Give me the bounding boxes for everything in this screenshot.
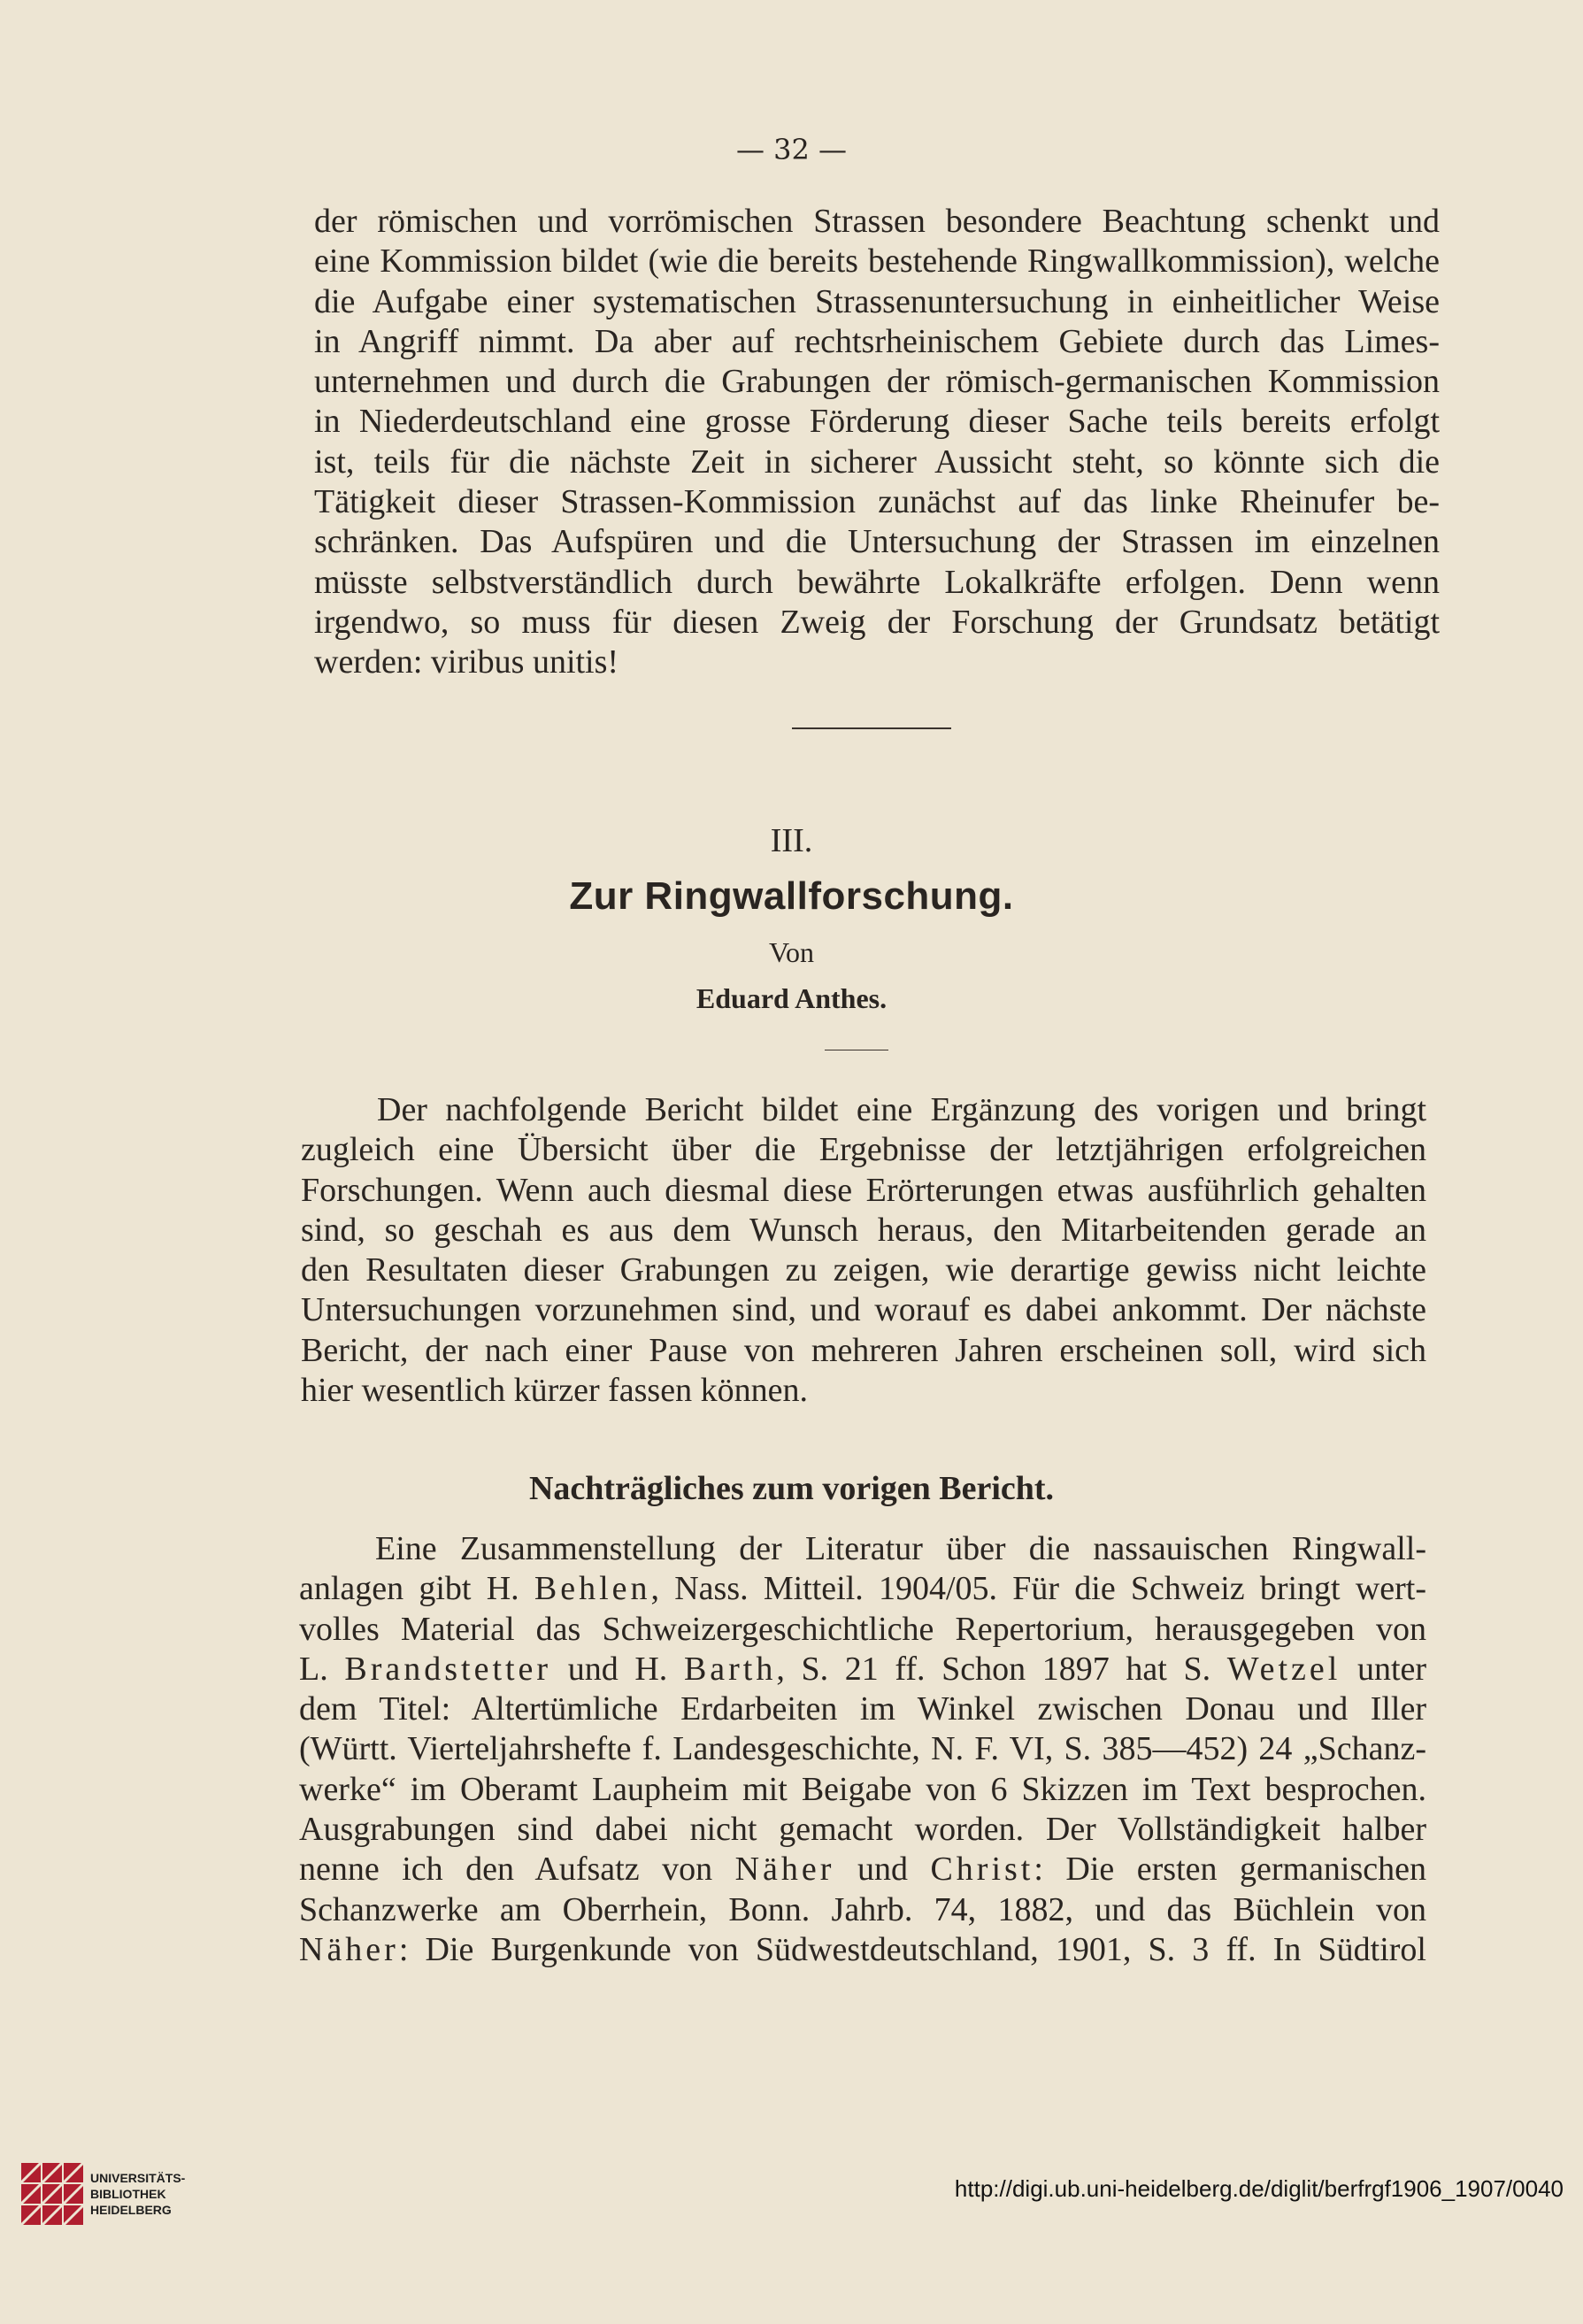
text-line: in Angriff nimmt. Da aber auf rechtsrheinischem Gebiete durch das Limes-: [314, 322, 1440, 360]
text-span: , Nass. Mitteil. 1904/05. Für die Schweiz bringt wert-: [650, 1570, 1427, 1608]
text-line: Schanzwerke am Oberrhein, Bonn. Jahrb. 74, 1882, und das Büchlein von: [299, 1890, 1426, 1928]
text-line: Ausgrabungen sind dabei nicht gemacht worden. Der Vollständigkeit halber: [299, 1811, 1426, 1849]
text-line: irgendwo, so muss für diesen Zweig der Forschung der Grundsatz betätigt: [314, 603, 1440, 641]
author-name: Behlen: [534, 1570, 651, 1608]
page-number: — 32 —: [735, 133, 848, 166]
text-span: nenne ich den Aufsatz von: [299, 1851, 713, 1889]
text-line: schränken. Das Aufspüren und die Untersuchung der Strassen im einzelnen: [314, 523, 1440, 561]
library-name-line: BIBLIOTHEK: [90, 2187, 166, 2201]
library-logo-icon: [18, 2159, 87, 2228]
author-name: Christ: [930, 1851, 1034, 1889]
text-line: (Württ. Vierteljahrshefte f. Landesgeschichte, N. F. VI, S. 385—452) 24 „Schanz-: [299, 1730, 1426, 1768]
byline-author: Eduard Anthes.: [695, 982, 888, 1014]
author-name: Brandstetter: [344, 1650, 552, 1688]
section-title: Zur Ringwallforschung.: [569, 874, 1014, 918]
text-line: dem Titel: Altertümliche Erdarbeiten im Winkel zwischen Donau und Iller: [299, 1690, 1426, 1728]
subheading: Nachträgliches zum vorigen Bericht.: [528, 1470, 1055, 1507]
text-span: und: [857, 1851, 908, 1889]
author-name: Barth: [683, 1650, 777, 1688]
section-numeral: III.: [770, 822, 813, 859]
text-line: in Niederdeutschland eine grosse Förderung dieser Sache teils bereits erfolgt: [314, 403, 1440, 441]
text-line: unternehmen und durch die Grabungen der römisch-germanischen Kommission: [314, 363, 1440, 401]
text-span: : Die ersten germanischen: [1034, 1851, 1427, 1889]
text-line: volles Material das Schweizergeschichtliche Repertorium, herausgegeben von: [299, 1610, 1426, 1648]
library-name: [90, 2170, 185, 2218]
author-name: Näher: [299, 1930, 399, 1968]
text-line: sind, so geschah es aus dem Wunsch heraus, den Mitarbeitenden gerade an: [301, 1211, 1426, 1249]
text-line: Bericht, der nach einer Pause von mehreren Jahren erscheinen soll, wird sich: [301, 1331, 1426, 1369]
text-line: [299, 1569, 1426, 1609]
text-line: die Aufgabe einer systematischen Strassenuntersuchung in einheitlicher Weise: [314, 282, 1440, 320]
paragraph-strassen-kommission: [314, 202, 1440, 683]
library-name-line: HEIDELBERG: [90, 2203, 172, 2217]
text-span: L.: [299, 1650, 328, 1688]
author-name: Näher: [734, 1851, 835, 1889]
author-name: Wetzel: [1226, 1650, 1341, 1688]
text-span: , S. 21 ff. Schon 1897 hat S.: [776, 1650, 1211, 1688]
text-line: eine Kommission bildet (wie die bereits bestehende Ringwallkommission), welche: [314, 242, 1440, 281]
text-line: Forschungen. Wenn auch diesmal diese Erörterungen etwas ausführlich gehalten: [301, 1171, 1426, 1209]
text-line: ist, teils für die nächste Zeit in sicherer Aussicht steht, so könnte sich die: [314, 442, 1440, 481]
text-line: Untersuchungen vorzunehmen sind, und worauf es dabei ankommt. Der nächste: [301, 1291, 1426, 1329]
text-line: den Resultaten dieser Grabungen zu zeigen, wie derartige gewiss nicht leichte: [301, 1251, 1426, 1289]
source-url-link[interactable]: http://digi.ub.uni-heidelberg.de/diglit/berfrgf1906_1907/0040: [954, 2175, 1564, 2202]
text-span: anlagen gibt H.: [299, 1570, 519, 1608]
text-line: Tätigkeit dieser Strassen-Kommission zunächst auf das linke Rheinufer be-: [314, 483, 1440, 521]
text-line: [299, 1850, 1426, 1889]
footer: [0, 2159, 1583, 2324]
paragraph-introduction: [301, 1090, 1426, 1411]
text-span: : Die Burgenkunde von Südwestdeutschland, 1901, S. 3 ff. In Südtirol: [398, 1930, 1426, 1968]
text-line: zugleich eine Übersicht über die Ergebnisse der letztjährigen erfolgreichen: [301, 1131, 1426, 1169]
text-line: werke“ im Oberamt Laupheim mit Beigabe von 6 Skizzen im Text besprochen.: [299, 1770, 1426, 1808]
text-line: müsste selbstverständlich durch bewährte Lokalkräfte erfolgen. Denn wenn: [314, 563, 1440, 601]
text-span: und H.: [567, 1650, 668, 1688]
text-line: Der nachfolgende Bericht bildet eine Ergänzung des vorigen und bringt: [377, 1091, 1426, 1128]
library-name-line: UNIVERSITÄTS-: [90, 2171, 186, 2185]
text-line: Eine Zusammenstellung der Literatur über die nassauischen Ringwall-: [375, 1530, 1426, 1567]
text-span: unter: [1356, 1650, 1427, 1688]
text-line: werden: viribus unitis!: [314, 643, 619, 681]
byline-von: Von: [769, 936, 814, 968]
text-line: [299, 1650, 1426, 1689]
text-line: [299, 1930, 1426, 1970]
text-line: hier wesentlich kürzer fassen können.: [301, 1372, 808, 1410]
section-divider-rule: [792, 727, 951, 729]
text-line: der römischen und vorrömischen Strassen besondere Beachtung schenkt und: [314, 203, 1440, 240]
paragraph-literature: [299, 1529, 1426, 1970]
